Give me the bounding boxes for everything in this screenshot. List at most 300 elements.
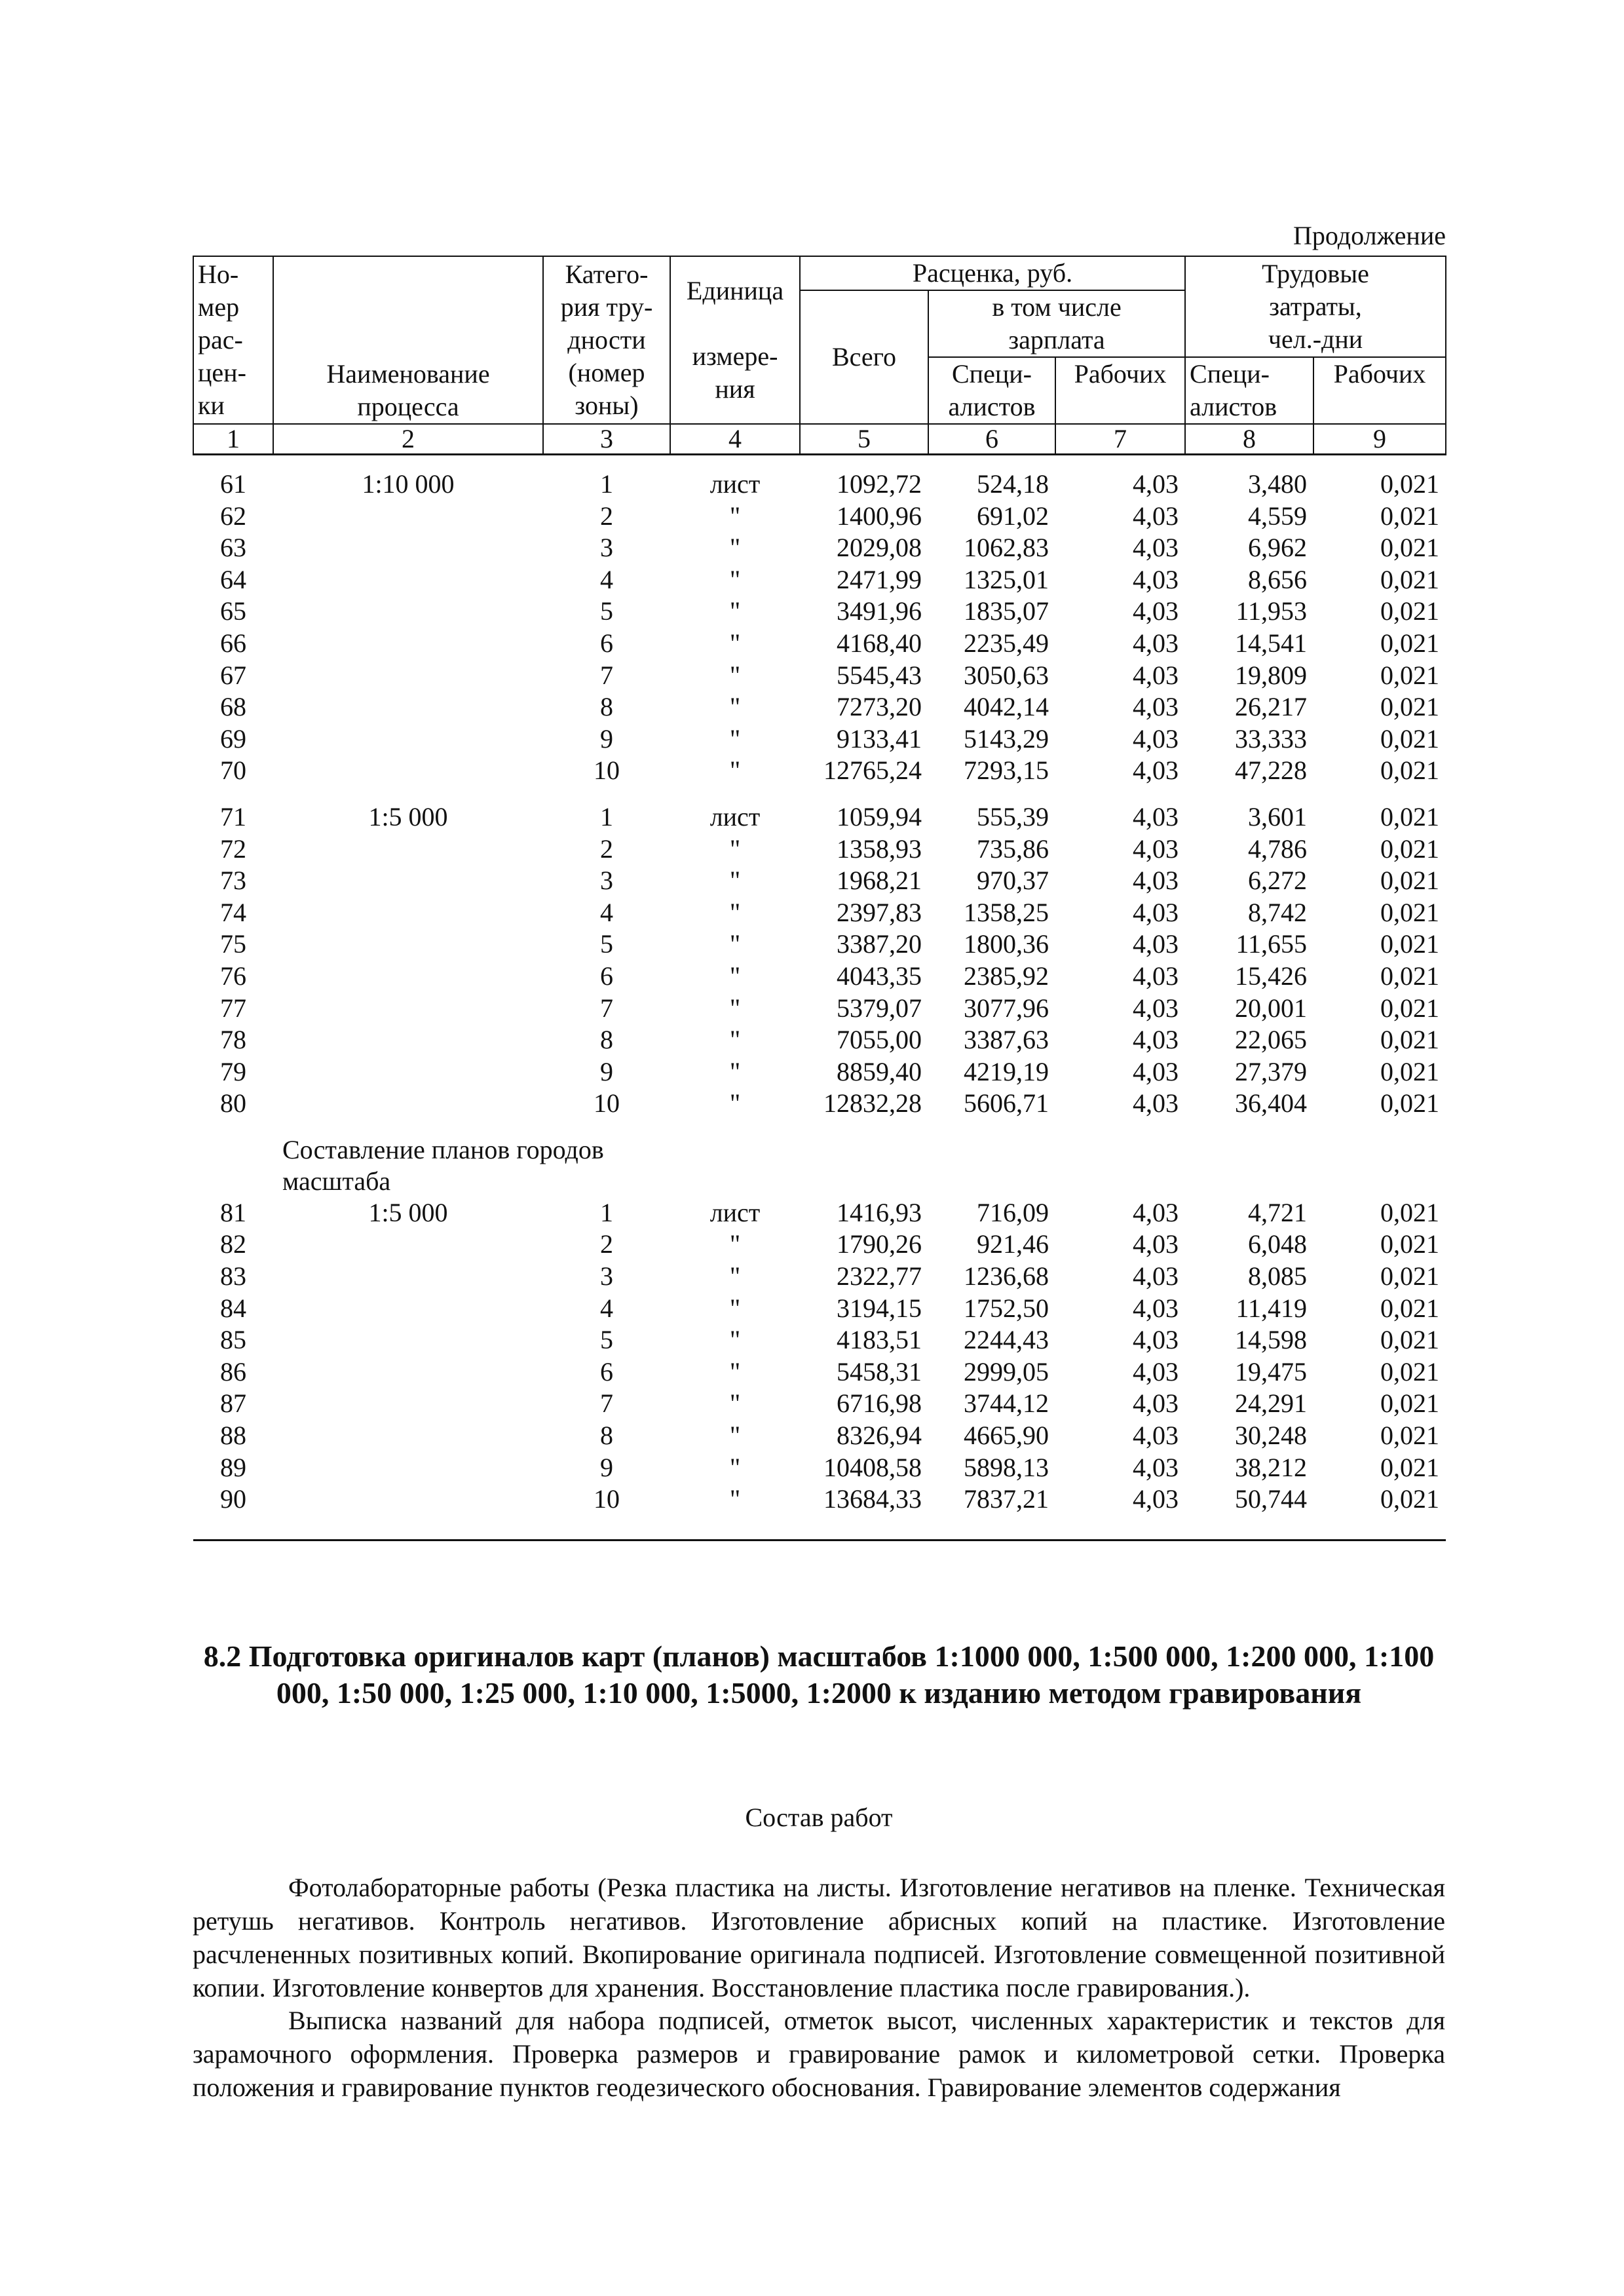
table-cell: 88 xyxy=(220,1421,246,1451)
table-row xyxy=(193,1452,1446,1484)
table-cell: 4,03 xyxy=(1133,1025,1179,1055)
table-cell: 33,333 xyxy=(1235,723,1308,754)
table-row xyxy=(193,1088,1446,1120)
table-cell: " xyxy=(729,993,741,1023)
table-cell: 27,379 xyxy=(1235,1056,1308,1086)
table-cell: 2 xyxy=(600,1229,613,1259)
table-row xyxy=(193,596,1446,628)
table-row xyxy=(193,723,1446,756)
table-cell: 6,962 xyxy=(1248,533,1308,563)
table-cell: 0,021 xyxy=(1380,756,1440,786)
table-row xyxy=(193,691,1446,723)
table-body xyxy=(193,455,1446,1540)
table-cell: 4043,35 xyxy=(837,961,922,991)
table-cell: 2471,99 xyxy=(837,564,922,594)
header-text: ки xyxy=(198,391,225,420)
table-cell: 0,021 xyxy=(1380,833,1440,864)
table-cell: 5606,71 xyxy=(964,1088,1049,1119)
table-cell: 6 xyxy=(600,961,613,991)
table-cell: 1358,93 xyxy=(837,833,922,864)
table-cell: 2244,43 xyxy=(964,1325,1049,1355)
table-cell xyxy=(273,993,543,1025)
table-cell xyxy=(273,1229,543,1261)
table-cell xyxy=(273,1261,543,1293)
rates-table xyxy=(193,256,1446,1541)
header-specialists xyxy=(928,357,1055,424)
table-cell: 2385,92 xyxy=(964,961,1049,991)
table-cell: 67 xyxy=(220,660,246,690)
table-row xyxy=(193,1197,1446,1229)
column-number: 4 xyxy=(670,424,800,455)
table-cell: " xyxy=(729,533,741,563)
table-cell: " xyxy=(729,929,741,959)
header-text: Единица xyxy=(686,276,784,305)
table-cell: " xyxy=(729,1356,741,1387)
table-cell: " xyxy=(729,1452,741,1482)
table-cell: 79 xyxy=(220,1056,246,1086)
header-text: рия тру- xyxy=(560,292,653,322)
table-cell: 8 xyxy=(600,1421,613,1451)
table-cell: " xyxy=(729,1484,741,1514)
column-number: 6 xyxy=(928,424,1055,455)
header-text: Наименование xyxy=(326,359,490,389)
table-cell: 4042,14 xyxy=(964,692,1049,722)
table-cell xyxy=(273,564,543,596)
header-text: Специ- xyxy=(952,359,1032,389)
table-cell: 4665,90 xyxy=(964,1421,1049,1451)
table-cell: 555,39 xyxy=(977,801,1049,832)
table-cell: 3,601 xyxy=(1248,801,1308,832)
table-cell: 14,541 xyxy=(1235,628,1308,658)
table-cell: 1059,94 xyxy=(837,801,922,832)
table-cell: 921,46 xyxy=(977,1229,1049,1259)
table-cell: " xyxy=(729,1088,741,1119)
table-cell: " xyxy=(729,1025,741,1055)
table-cell: 0,021 xyxy=(1380,469,1440,499)
table-cell: 0,021 xyxy=(1380,1452,1440,1482)
table-bottom-rule xyxy=(193,1516,1446,1540)
table-cell: 64 xyxy=(220,564,246,594)
table-cell: 4,03 xyxy=(1133,1088,1179,1119)
table-cell: 80 xyxy=(220,1088,246,1119)
table-cell xyxy=(273,1324,543,1356)
column-number: 8 xyxy=(1185,424,1313,455)
header-number xyxy=(193,256,273,424)
table-cell: 6 xyxy=(600,628,613,658)
table-cell: 4,03 xyxy=(1133,1325,1179,1355)
table-cell: 74 xyxy=(220,897,246,927)
table-cell: " xyxy=(729,833,741,864)
table-cell: 0,021 xyxy=(1380,660,1440,690)
table-row xyxy=(193,501,1446,533)
table-cell xyxy=(273,833,543,866)
table-cell: 3 xyxy=(600,866,613,896)
table-cell xyxy=(273,1356,543,1388)
column-number: 7 xyxy=(1055,424,1185,455)
table-cell: 6,048 xyxy=(1248,1229,1308,1259)
table-cell: " xyxy=(729,660,741,690)
table-cell: 0,021 xyxy=(1380,1229,1440,1259)
table-cell: 77 xyxy=(220,993,246,1023)
table-cell: 735,86 xyxy=(977,833,1049,864)
table-cell: 0,021 xyxy=(1380,1197,1440,1227)
table-row xyxy=(193,1483,1446,1516)
table-cell: 7293,15 xyxy=(964,756,1049,786)
header-text: Расценка, руб. xyxy=(912,258,1073,288)
table-cell: 1 xyxy=(600,801,613,832)
table-cell: " xyxy=(729,961,741,991)
table-cell xyxy=(273,1483,543,1516)
table-cell: 3050,63 xyxy=(964,660,1049,690)
table-cell xyxy=(273,755,543,787)
column-number: 9 xyxy=(1313,424,1446,455)
table-cell: " xyxy=(729,1388,741,1419)
table-cell: 4,03 xyxy=(1133,801,1179,832)
table-row xyxy=(193,961,1446,993)
table-cell: " xyxy=(729,596,741,626)
table-cell: 3491,96 xyxy=(837,596,922,626)
table-cell: 85 xyxy=(220,1325,246,1355)
table-cell: 8 xyxy=(600,692,613,722)
table-cell: 4,03 xyxy=(1133,961,1179,991)
table-cell: 66 xyxy=(220,628,246,658)
table-cell: 7 xyxy=(600,660,613,690)
table-cell: 8 xyxy=(600,1025,613,1055)
header-name xyxy=(273,256,543,424)
table-cell: 0,021 xyxy=(1380,897,1440,927)
table-cell: " xyxy=(729,1229,741,1259)
table-row xyxy=(193,564,1446,596)
table-cell: 63 xyxy=(220,533,246,563)
header-text: цен- xyxy=(198,358,246,387)
table-cell xyxy=(273,691,543,723)
table-cell: 3387,20 xyxy=(837,929,922,959)
table-cell: 1416,93 xyxy=(837,1197,922,1227)
table-cell: 0,021 xyxy=(1380,596,1440,626)
table-cell: 69 xyxy=(220,723,246,754)
table-cell: 50,744 xyxy=(1235,1484,1308,1514)
table-cell: 716,09 xyxy=(977,1197,1049,1227)
table-cell: 1968,21 xyxy=(837,866,922,896)
header-text: зоны) xyxy=(575,391,639,420)
table-cell xyxy=(273,928,543,961)
table-cell: 3 xyxy=(600,533,613,563)
table-cell: 24,291 xyxy=(1235,1388,1308,1419)
table-cell: 3194,15 xyxy=(837,1293,922,1323)
header-labor-workers xyxy=(1313,357,1446,424)
table-cell: 0,021 xyxy=(1380,1325,1440,1355)
table-cell: 1752,50 xyxy=(964,1293,1049,1323)
table-cell xyxy=(273,961,543,993)
table-row xyxy=(193,1324,1446,1356)
table-cell: " xyxy=(729,1325,741,1355)
table-cell: 0,021 xyxy=(1380,1293,1440,1323)
table-cell: 4,03 xyxy=(1133,1356,1179,1387)
table-cell: 4,03 xyxy=(1133,1261,1179,1292)
table-cell: 3 xyxy=(600,1261,613,1292)
header-text: в том числе xyxy=(992,292,1122,322)
table-row xyxy=(193,469,1446,501)
table-cell: 0,021 xyxy=(1380,1421,1440,1451)
table-cell: 524,18 xyxy=(977,469,1049,499)
table-cell: 15,426 xyxy=(1235,961,1308,991)
table-cell: 9 xyxy=(600,1056,613,1086)
table-cell: 10 xyxy=(594,756,620,786)
table-cell: 5 xyxy=(600,596,613,626)
table-cell xyxy=(273,660,543,692)
table-cell: 8,742 xyxy=(1248,897,1308,927)
table-cell: 72 xyxy=(220,833,246,864)
table-cell: 9133,41 xyxy=(837,723,922,754)
table-cell: 0,021 xyxy=(1380,723,1440,754)
table-cell xyxy=(273,1452,543,1484)
table-row xyxy=(193,1293,1446,1325)
table-cell: 0,021 xyxy=(1380,564,1440,594)
table-row xyxy=(193,660,1446,692)
table-cell: 70 xyxy=(220,756,246,786)
table-cell: 4 xyxy=(600,1293,613,1323)
column-number: 1 xyxy=(193,424,273,455)
table-cell: 7 xyxy=(600,993,613,1023)
spacer-row xyxy=(193,1120,1446,1134)
table-cell: 2322,77 xyxy=(837,1261,922,1292)
table-cell: 0,021 xyxy=(1380,1088,1440,1119)
table-cell: 3387,63 xyxy=(964,1025,1049,1055)
table-cell: 47,228 xyxy=(1235,756,1308,786)
table-cell: 0,021 xyxy=(1380,501,1440,531)
header-labor-group xyxy=(1185,256,1446,357)
table-cell: 73 xyxy=(220,866,246,896)
column-number: 2 xyxy=(273,424,543,455)
table-cell: 0,021 xyxy=(1380,801,1440,832)
header-text: алистов xyxy=(1190,392,1277,421)
table-cell: 0,021 xyxy=(1380,929,1440,959)
table-cell: " xyxy=(729,723,741,754)
table-cell: 87 xyxy=(220,1388,246,1419)
table-cell: 1358,25 xyxy=(964,897,1049,927)
header-price-group xyxy=(800,256,1185,290)
table-cell: 0,021 xyxy=(1380,866,1440,896)
header-text: Специ- xyxy=(1190,359,1270,389)
group-title-row xyxy=(193,1134,1446,1197)
header-text: Катего- xyxy=(565,259,649,289)
table-cell: " xyxy=(729,1293,741,1323)
table-cell xyxy=(273,1056,543,1088)
table-row xyxy=(193,1229,1446,1261)
table-cell: 0,021 xyxy=(1380,1056,1440,1086)
table-cell: 4,03 xyxy=(1133,564,1179,594)
table-cell: 0,021 xyxy=(1380,1025,1440,1055)
table-cell: 71 xyxy=(220,801,246,832)
header-category xyxy=(543,256,670,424)
table-cell xyxy=(273,1388,543,1420)
table-cell: 2397,83 xyxy=(837,897,922,927)
table-cell: 86 xyxy=(220,1356,246,1387)
table-cell: 9 xyxy=(600,723,613,754)
table-cell: 6 xyxy=(600,1356,613,1387)
header-text: рас- xyxy=(198,325,243,354)
column-number: 5 xyxy=(800,424,928,455)
header-text: измере- xyxy=(692,341,778,371)
table-cell: 4,03 xyxy=(1133,1293,1179,1323)
table-cell: 76 xyxy=(220,961,246,991)
table-cell: 68 xyxy=(220,692,246,722)
table-cell: 12765,24 xyxy=(823,756,922,786)
table-cell: " xyxy=(729,564,741,594)
table-cell: 10 xyxy=(594,1484,620,1514)
table-cell: 78 xyxy=(220,1025,246,1055)
table-cell: 4,03 xyxy=(1133,1421,1179,1451)
spacer-row xyxy=(193,787,1446,801)
table-cell: 1400,96 xyxy=(837,501,922,531)
table-cell: 1236,68 xyxy=(964,1261,1049,1292)
table-cell: 4,03 xyxy=(1133,660,1179,690)
table-cell: " xyxy=(729,1261,741,1292)
table-cell: 90 xyxy=(220,1484,246,1514)
table-cell: 1:5 000 xyxy=(368,801,448,832)
table-cell: 62 xyxy=(220,501,246,531)
table-header xyxy=(193,256,1446,455)
table-cell: 4 xyxy=(600,564,613,594)
table-cell: 13684,33 xyxy=(823,1484,922,1514)
table-cell: 4,03 xyxy=(1133,1452,1179,1482)
table-cell: 4219,19 xyxy=(964,1056,1049,1086)
header-unit xyxy=(670,256,800,424)
table-cell: 36,404 xyxy=(1235,1088,1308,1119)
header-text: мер xyxy=(198,292,240,322)
table-cell: 1800,36 xyxy=(964,929,1049,959)
table-cell: 65 xyxy=(220,596,246,626)
table-cell: 10408,58 xyxy=(823,1452,922,1482)
header-text: чел.-дни xyxy=(1268,324,1363,354)
table-cell: 4183,51 xyxy=(837,1325,922,1355)
table-cell: 14,598 xyxy=(1235,1325,1308,1355)
table-cell: 4,03 xyxy=(1133,1484,1179,1514)
table-cell: 4,03 xyxy=(1133,501,1179,531)
table-row xyxy=(193,1056,1446,1088)
table-cell: 19,475 xyxy=(1235,1356,1308,1387)
table-cell: 7273,20 xyxy=(837,692,922,722)
table-cell xyxy=(273,1293,543,1325)
table-cell: 4,559 xyxy=(1248,501,1308,531)
table-cell: 8,656 xyxy=(1248,564,1308,594)
table-cell: 4,03 xyxy=(1133,692,1179,722)
table-cell: лист xyxy=(709,801,761,832)
table-cell: 3,480 xyxy=(1248,469,1308,499)
table-cell: лист xyxy=(709,469,761,499)
table-cell: 4,03 xyxy=(1133,469,1179,499)
table-row xyxy=(193,865,1446,897)
header-total xyxy=(800,290,928,424)
header-text: процесса xyxy=(357,392,459,421)
table-cell: " xyxy=(729,1421,741,1451)
table-cell: 5458,31 xyxy=(837,1356,922,1387)
header-text: алистов xyxy=(948,392,1036,421)
table-cell: 19,809 xyxy=(1235,660,1308,690)
header-text: дности xyxy=(567,325,646,354)
table-cell: 4,03 xyxy=(1133,993,1179,1023)
table-row xyxy=(193,897,1446,929)
table-cell: 5898,13 xyxy=(964,1452,1049,1482)
table-cell xyxy=(273,865,543,897)
table-cell: 6,272 xyxy=(1248,866,1308,896)
table-cell: 7 xyxy=(600,1388,613,1419)
table-cell: 61 xyxy=(220,469,246,499)
table-cell: лист xyxy=(709,1197,761,1227)
table-cell: 0,021 xyxy=(1380,1356,1440,1387)
table-cell: " xyxy=(729,866,741,896)
table-cell: 3077,96 xyxy=(964,993,1049,1023)
table-cell: 1:10 000 xyxy=(362,469,455,499)
table-cell: 1835,07 xyxy=(964,596,1049,626)
table-cell: 0,021 xyxy=(1380,1388,1440,1419)
table-cell: 4168,40 xyxy=(837,628,922,658)
table-cell: 4,03 xyxy=(1133,1197,1179,1227)
table-cell xyxy=(273,1088,543,1120)
table-cell: 89 xyxy=(220,1452,246,1482)
table-cell: 8326,94 xyxy=(837,1421,922,1451)
table-row xyxy=(193,532,1446,564)
column-numbers-row xyxy=(193,424,1446,455)
header-workers xyxy=(1055,357,1185,424)
table-cell: 10 xyxy=(594,1088,620,1119)
table-cell: 2029,08 xyxy=(837,533,922,563)
table-cell: 970,37 xyxy=(977,866,1049,896)
table-cell: 11,419 xyxy=(1236,1293,1308,1323)
table-cell: 26,217 xyxy=(1235,692,1308,722)
table-cell: 81 xyxy=(220,1197,246,1227)
table-cell: 8,085 xyxy=(1248,1261,1308,1292)
table-cell: 6716,98 xyxy=(837,1388,922,1419)
header-text: зарплата xyxy=(1008,325,1105,354)
table-cell: 5143,29 xyxy=(964,723,1049,754)
table-cell: 1325,01 xyxy=(964,564,1049,594)
spacer-row xyxy=(193,455,1446,469)
table-cell: " xyxy=(729,1056,741,1086)
table-cell: 4 xyxy=(600,897,613,927)
table-cell: 0,021 xyxy=(1380,628,1440,658)
table-cell: 4,03 xyxy=(1133,866,1179,896)
table-cell: 4,03 xyxy=(1133,756,1179,786)
table-cell: 4,721 xyxy=(1248,1197,1308,1227)
table-cell: 1092,72 xyxy=(837,469,922,499)
table-cell: 75 xyxy=(220,929,246,959)
header-text: Рабочих xyxy=(1074,359,1167,389)
table-cell xyxy=(273,628,543,660)
paragraph: Фотолабораторные работы (Резка пластика на листы. Изготовление негативов на пленке. Техническая ретушь негативов. Контроль негативов. Изготовление абрисных копий на пластике. Изготовление расчлененных позитивных копий. Вкопирование оригинала подписей. Изготовление совмещенной позитивной копии. Изготовление конвертов для хранения. Восстановление пластика после гравирования.). xyxy=(193,1873,1445,2002)
table-cell: 30,248 xyxy=(1235,1421,1308,1451)
table-row xyxy=(193,1024,1446,1056)
section-heading: 8.2 Подготовка оригиналов карт (планов) масштабов 1:1000 000, 1:500 000, 1:200 000, 1:100 000, 1:50 000, 1:25 000, 1:10 000, 1:5000, 1:2000 к изданию методом гравирования xyxy=(203,1639,1435,1710)
table-cell: 1790,26 xyxy=(837,1229,922,1259)
group-title: Составление планов городов масштаба xyxy=(282,1134,604,1196)
table-cell: 2 xyxy=(600,501,613,531)
table-cell: 1 xyxy=(600,469,613,499)
table-cell: 5545,43 xyxy=(837,660,922,690)
table-cell: 4,03 xyxy=(1133,929,1179,959)
table-cell: 5 xyxy=(600,929,613,959)
table-cell: 5379,07 xyxy=(837,993,922,1023)
paragraph: Выписка названий для набора подписей, отметок высот, численных характеристик и текстов для зарамочного оформления. Проверка размеров и гравирование рамок и километровой сетки. Проверка положения и гравирование пунктов геодезического обоснования. Гравирование элементов содержания xyxy=(193,2006,1445,2102)
table-cell xyxy=(273,501,543,533)
table-cell: 0,021 xyxy=(1380,1484,1440,1514)
header-labor-specialists xyxy=(1185,357,1313,424)
table-cell: 83 xyxy=(220,1261,246,1292)
table-cell xyxy=(273,596,543,628)
header-text: Рабочих xyxy=(1333,359,1426,389)
table-cell: 22,065 xyxy=(1235,1025,1308,1055)
table-row xyxy=(193,755,1446,787)
